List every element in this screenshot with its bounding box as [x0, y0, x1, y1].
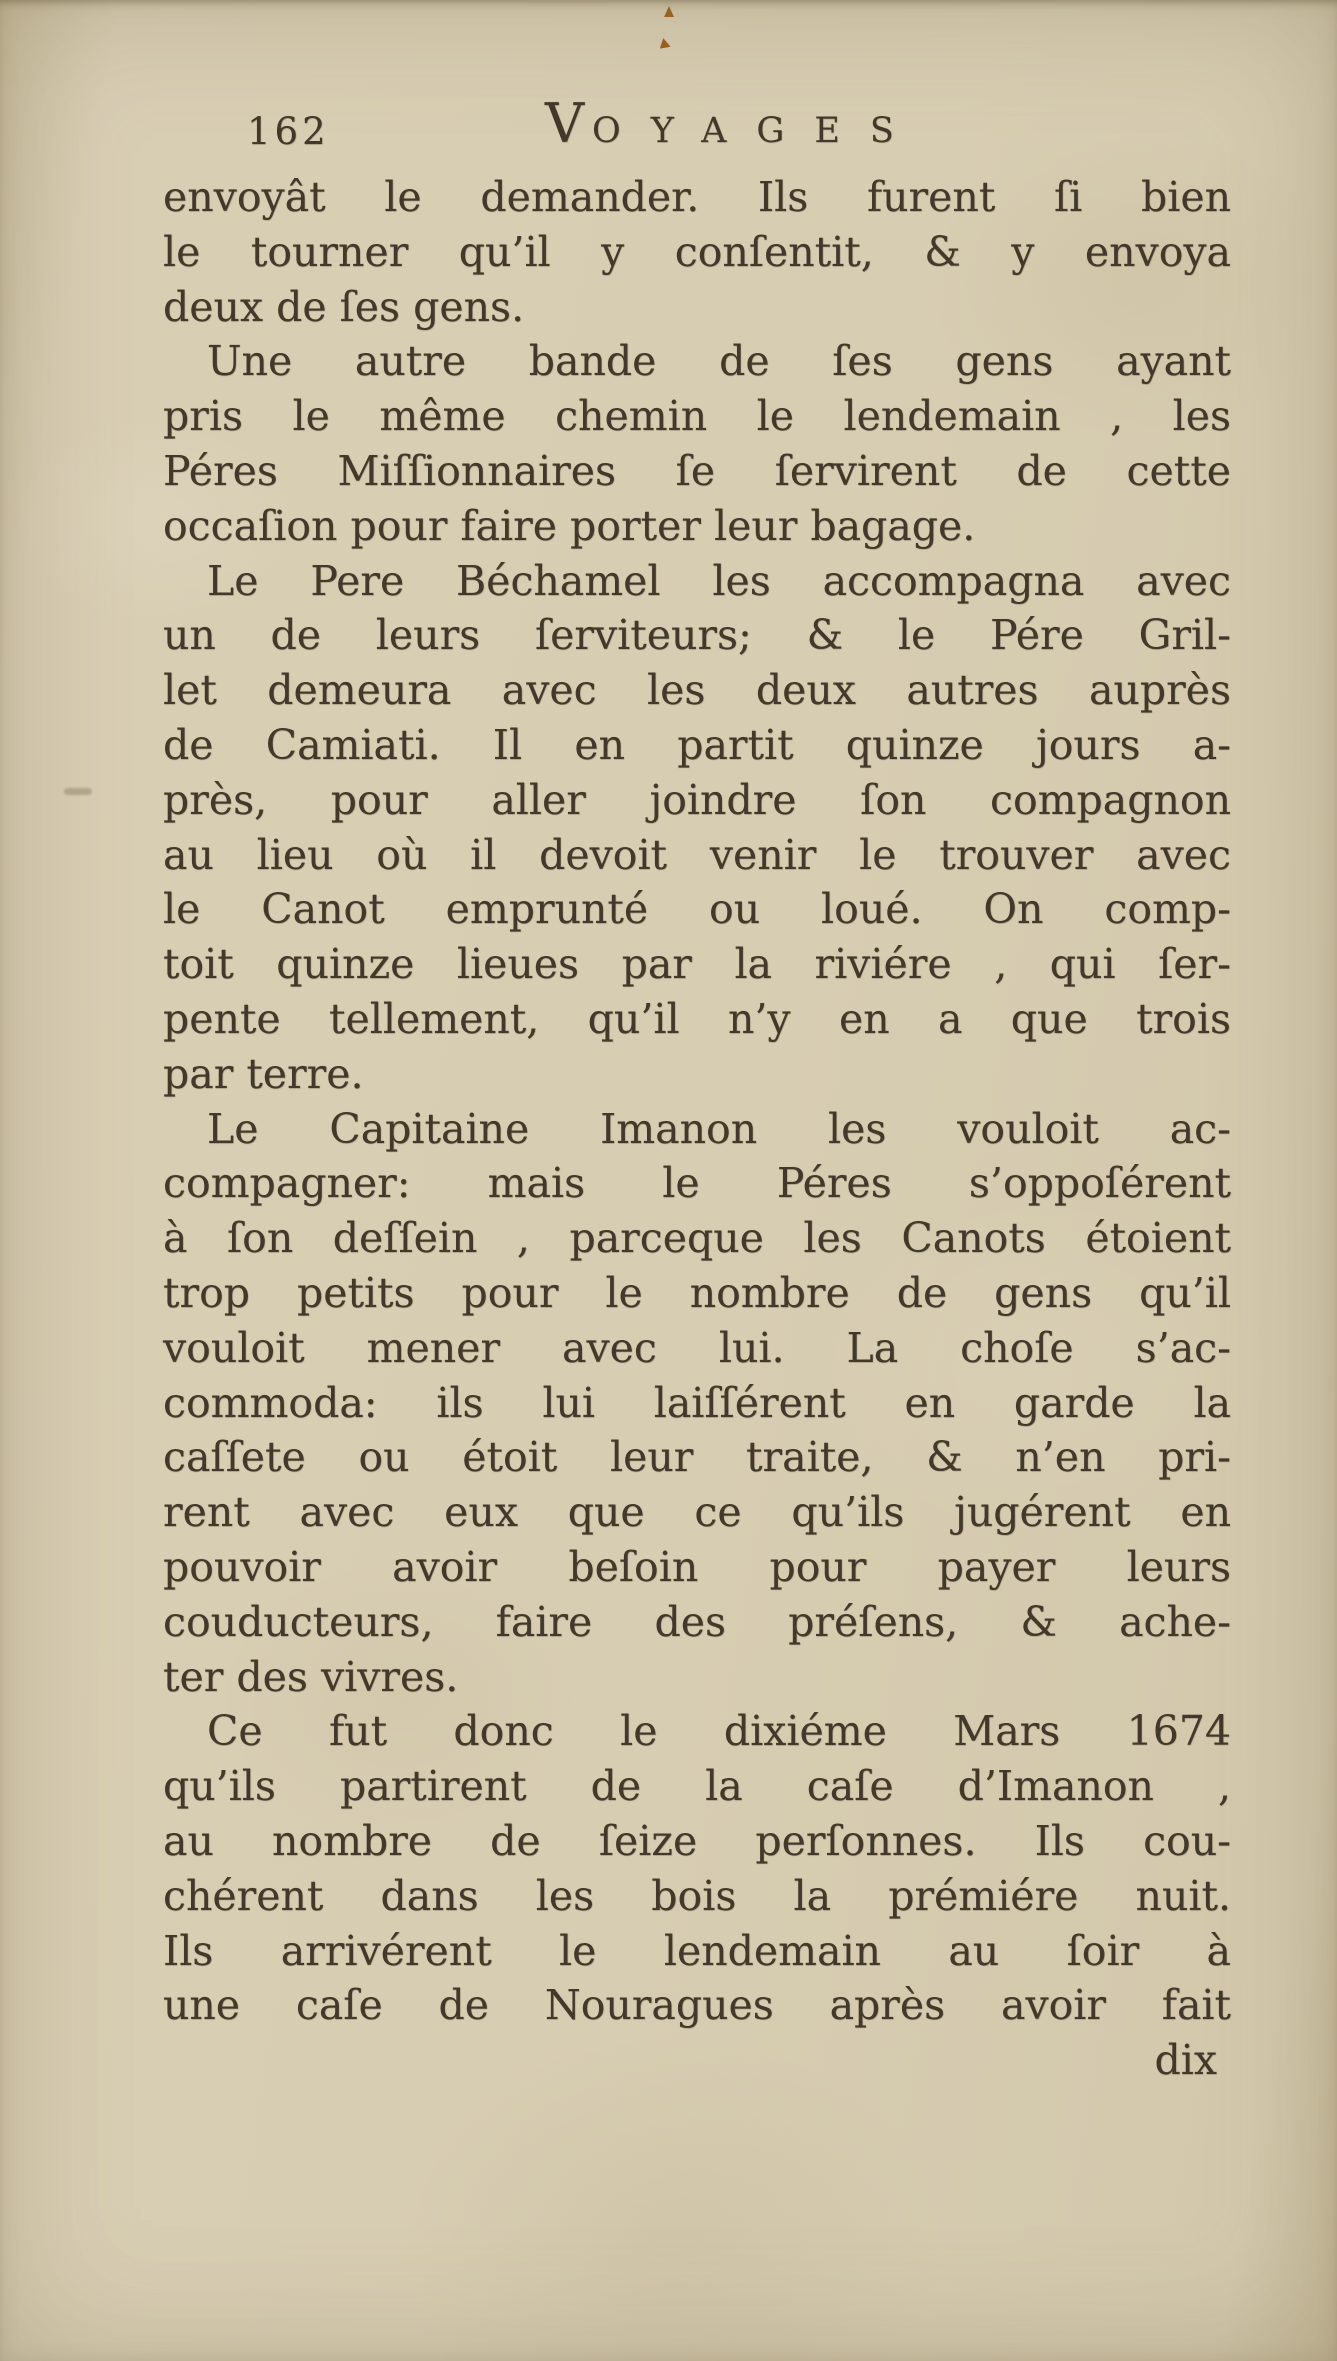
- text-line: let demeura avec les deux autres auprès: [163, 666, 1231, 715]
- text-line: pris le même chemin le lendemain , les: [163, 392, 1231, 441]
- text-line: de Camiati. Il en partit quinze jours a-: [163, 720, 1231, 769]
- text-line: compagner: mais le Péres s’oppoſérent: [163, 1159, 1231, 1208]
- text-line: trop petits pour le nombre de gens qu’il: [163, 1268, 1231, 1317]
- running-title-initial: V: [545, 92, 584, 155]
- text-line: caſſete ou étoit leur traite, & n’en pri-: [163, 1433, 1231, 1482]
- text-line: Ils arrivérent le lendemain au ſoir à: [163, 1926, 1231, 1975]
- text-line: par terre.: [163, 1049, 364, 1098]
- paper-speck-icon: [658, 37, 670, 48]
- body-text-block: [163, 170, 1231, 2088]
- text-line: Ce fut donc le dixiéme Mars 1674: [207, 1707, 1231, 1756]
- running-title: [545, 92, 924, 155]
- text-line: ter des vivres.: [163, 1652, 459, 1701]
- text-line: couducteurs, faire des préſens, & ache-: [163, 1597, 1231, 1646]
- text-line: une caſe de Nouragues après avoir fait: [163, 1981, 1231, 2030]
- text-line: Le Pere Béchamel les accompagna avec: [207, 556, 1231, 605]
- text-line: un de leurs ſerviteurs; & le Pére Gril-: [163, 611, 1231, 660]
- text-line: pouvoir avoir beſoin pour payer leurs: [163, 1542, 1231, 1591]
- text-line: qu’ils partirent de la caſe d’Imanon ,: [163, 1762, 1231, 1811]
- text-line: envoyât le demander. Ils furent ſi bien: [163, 173, 1231, 221]
- text-line: pente tellement, qu’il n’y en a que trois: [163, 994, 1231, 1043]
- text-line: deux de ſes gens.: [163, 282, 525, 331]
- paper-speck-icon: [664, 6, 674, 17]
- page-number: 162: [247, 110, 330, 153]
- text-line: toit quinze lieues par la riviére , qui ſer-: [163, 940, 1231, 989]
- text-line: chérent dans les bois la prémiére nuit.: [163, 1871, 1231, 1920]
- text-line: le tourner qu’il y conſentit, & y envoya: [163, 227, 1231, 276]
- text-line: Le Capitaine Imanon les vouloit ac-: [207, 1104, 1231, 1153]
- text-line: à ſon deſſein , parceque les Canots étoient: [163, 1214, 1231, 1263]
- text-line: occaſion pour faire porter leur bagage.: [163, 501, 976, 550]
- text-line: au lieu où il devoit venir le trouver avec: [163, 830, 1231, 879]
- text-line: le Canot emprunté ou loué. On comp-: [163, 885, 1231, 934]
- text-line: près, pour aller joindre ſon compagnon: [163, 775, 1231, 824]
- catchword: dix: [1154, 2036, 1217, 2085]
- margin-smudge: [64, 788, 92, 795]
- text-line: au nombre de ſeize perſonnes. Ils cou-: [163, 1816, 1231, 1865]
- text-line: Une autre bande de ſes gens ayant: [207, 337, 1231, 386]
- text-line: rent avec eux que ce qu’ils jugérent en: [163, 1488, 1231, 1537]
- body-lines: [163, 170, 1231, 2033]
- text-line: Péres Miſſionnaires ſe ſervirent de cette: [163, 446, 1231, 495]
- text-line: vouloit mener avec lui. La choſe s’ac-: [163, 1323, 1231, 1372]
- text-line: commoda: ils lui laiſſérent en garde la: [163, 1378, 1231, 1427]
- running-title-rest: OYAGES: [592, 111, 924, 151]
